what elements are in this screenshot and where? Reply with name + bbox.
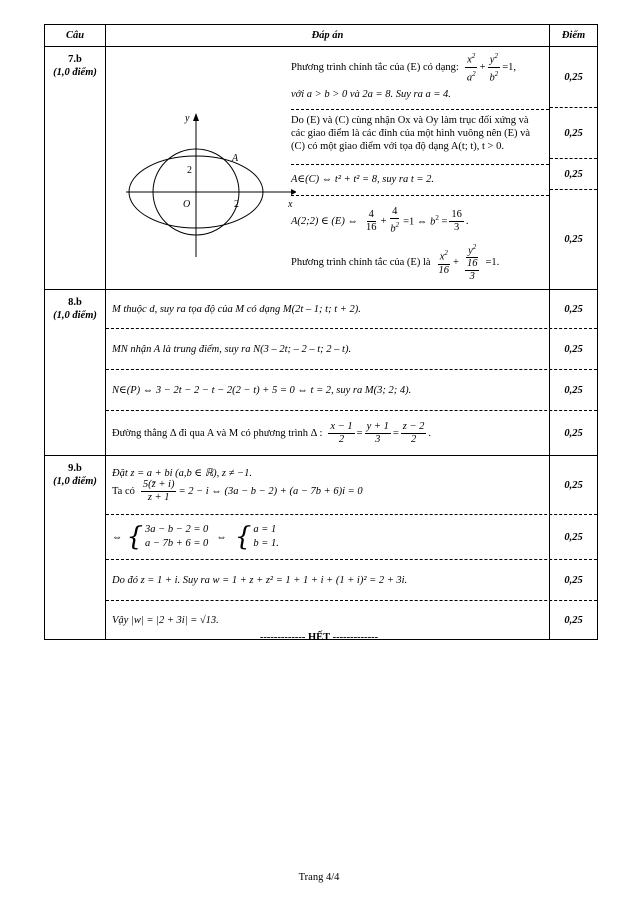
question-7b [45,47,597,290]
question-label [45,290,106,455]
row-text: Đặt z = a + bi (a,b ∈ ℝ), z ≠ −1. [112,467,252,479]
answer-rows [106,47,597,289]
answer-row [106,411,597,455]
row-text: Vậy |w| = |2 + 3i| = √13. [106,601,550,639]
x-two-label: 2 [234,199,239,210]
header-answer: Đáp án [106,25,550,46]
points-value: 0,25 [564,614,583,626]
answer-row-3: A∈(C) ⇔ t² + t² = 8, suy ra t = 2. [291,165,549,196]
origin-label: O [183,199,191,210]
line-equation: Đường thẳng Δ đi qua A và M có phương trình Δ : $\frac{x - 1}{2}$ = $\frac{y + 1}{3}$ = $\frac{z - 2}{2}$ . [106,411,550,455]
answer-row-2: Do (E) và (C) cùng nhận Ox và Oy làm trục đối xứng và các giao điểm là các đỉnh của một hình vuông nên (E) và (C) có một giao điểm với tọa độ dạng A(t; t), t > 0. [291,110,549,165]
row-text: = 2 − i ⇔ (3a − b − 2) + (a − 7b + 6)i = 0 [178,485,363,497]
answer-rows [106,290,597,455]
points-value: 0,25 [550,159,597,190]
row-text: N∈(P) ⇔ 3 − 2t − 2 − t − 2(2 − t) + 5 = 0 ⇔ t = 2, suy ra M(3; 2; 4). [106,370,550,410]
points-value: 0,25 [564,427,583,439]
answer-table [44,24,598,640]
system-equations: ⇔ { 3a − b − 2 = 0 a − 7b + 6 = 0 ⇔ { a = 1 b = 1. [106,515,550,559]
end-marker: ------------- HẾT ------------- [259,632,379,643]
question-points: (1,0 điểm) [53,67,97,78]
points-value: 0,25 [564,343,583,355]
question-9b [45,456,597,639]
points-value: 0,25 [564,384,583,396]
question-number: 8.b [68,297,82,308]
answer-row-1: Phương trình chính tắc của (E) có dạng: $\frac{x^2}{a^2}$ + $\frac{y^2}{b^2}$ =1, với a > b > 0 và 2a = 8. Suy ra a = 4. [291,47,549,110]
question-points: (1,0 điểm) [53,476,97,487]
header-question: Câu [45,25,106,46]
y-axis-label: y [185,113,190,124]
answer-row [106,329,597,370]
answer-row [106,370,597,411]
row-text: A(2;2) ∈ (E) ⇔ [291,216,358,227]
point-a-label: A [232,153,239,164]
points-column [550,47,597,289]
answer-row [106,560,597,601]
y-two-label: 2 [187,165,192,176]
row-text: với a > b > 0 và 2a = 8. Suy ra a = 4. [291,89,451,100]
points-value: 0,25 [564,303,583,315]
question-label [45,47,106,289]
fraction: $\frac{x^2}{a^2}$ [466,52,476,83]
question-points: (1,0 điểm) [53,310,97,321]
answer-text-column [291,47,549,298]
row-text: Phương trình chính tắc của (E) có dạng: [291,61,459,73]
points-value: 0,25 [564,479,583,491]
points-value: 0,25 [550,47,597,108]
points-value: 0,25 [564,234,583,245]
row-text: Phương trình chính tắc của (E) là [291,256,431,268]
answer-row: Đặt z = a + bi (a,b ∈ ℝ), z ≠ −1. Ta có $\frac{5(z̄ + i)}{z + 1}$ = 2 − i ⇔ (3a − b − 2) + (a − 7b + 6)i = 0 0,25 [106,456,597,515]
page-number: Trang 4/4 [298,872,340,883]
x-axis-label: x [288,199,293,210]
answer-row [106,515,597,560]
row-text: Đường thẳng Δ đi qua A và M có phương trình Δ : [112,427,323,439]
points-value: 0,25 [564,574,583,586]
answer-row-4: A(2;2) ∈ (E) ⇔ $\frac{4}{16}$ + $\frac{4}{b^2}$ =1 ⇔ $b^2$ = $\frac{16}{3}$ . Phương trình chính tắc của (E) là $\frac{x^2}{16}$ + $\frac{y^2}{\frac{16}{3}}$ =1. [291,206,500,283]
header-points: Điểm [561,30,586,41]
answer-area [106,47,550,289]
row-text: Ta có [112,485,135,497]
row-text: ⇔ [112,531,123,543]
ellipse-circle-figure [116,107,296,267]
table-header [45,25,597,47]
answer-rows [106,456,597,639]
points-value: 0,25 [550,108,597,159]
row-text: MN nhận A là trung điểm, suy ra N(3 – 2t; – 2 – t; 2 – t). [106,329,550,369]
fraction: $\frac{y^2}{b^2}$ [489,52,499,83]
question-8b [45,290,597,456]
row-text: Do đó z = 1 + i. Suy ra w = 1 + z + z² = 1 + 1 + i + (1 + i)² = 2 + 3i. [106,560,550,600]
question-number: 7.b [68,54,82,65]
row-text: M thuộc d, suy ra tọa độ của M có dạng M(2t – 1; t; t + 2). [106,290,550,328]
question-number: 9.b [68,463,82,474]
points-value: 0,25 [564,531,583,543]
question-label [45,456,106,639]
